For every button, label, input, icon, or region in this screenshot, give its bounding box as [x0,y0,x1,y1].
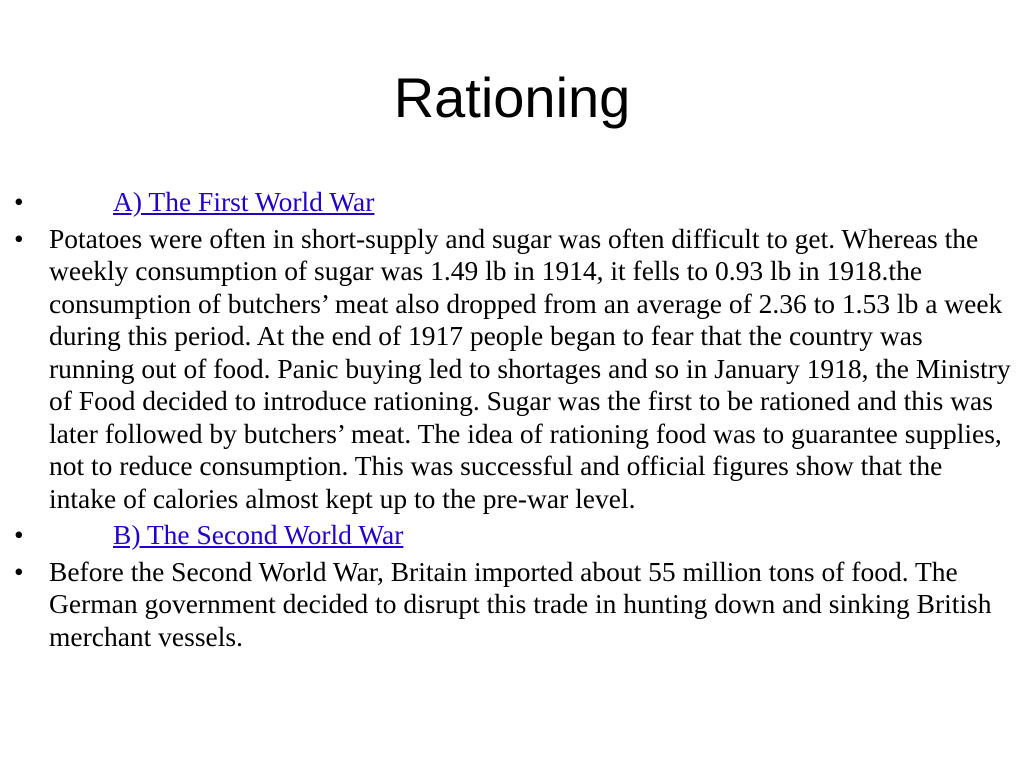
bullet-icon: • [14,555,24,587]
list-item-ww1-text [14,223,1014,516]
bullet-icon: • [14,519,24,550]
link-second-world-war[interactable]: B) The Second World War [113,519,404,550]
list-item-heading-ww2 [14,519,1014,552]
list-item-ww2-text [14,556,1014,654]
paragraph-ww1: Potatoes were often in short-supply and sugar was often difficult to get. Whereas the weekly consumption of sugar was 1.49 lb in 1914, it fells to 0.93 lb in 1918.the consumption of butchers’ meat also dropped from an average of 2.36 to 1.53 lb a week during this period. At the end of 1917 people began to fear that the country was running out of food. Panic buying led to shortages and so in January 1918, the Ministry of Food decided to introduce rationing. Sugar was the first to be rationed and this was later followed by butchers’ meat. The idea of rationing food was to guarantee supplies, not to reduce consumption. This was successful and official figures show that the intake of calories almost kept up to the pre-war level. [49,222,1011,514]
list-item-heading-ww1 [14,186,1014,219]
paragraph-ww2: Before the Second World War, Britain imported about 55 million tons of food. The German government decided to disrupt this trade in hunting down and sinking British merchant vessels. [49,555,992,652]
bullet-list [14,186,1014,657]
link-first-world-war[interactable]: A) The First World War [113,186,375,217]
slide-title: Rationing [393,66,631,129]
bullet-icon: • [14,222,24,254]
bullet-icon: • [14,186,24,217]
